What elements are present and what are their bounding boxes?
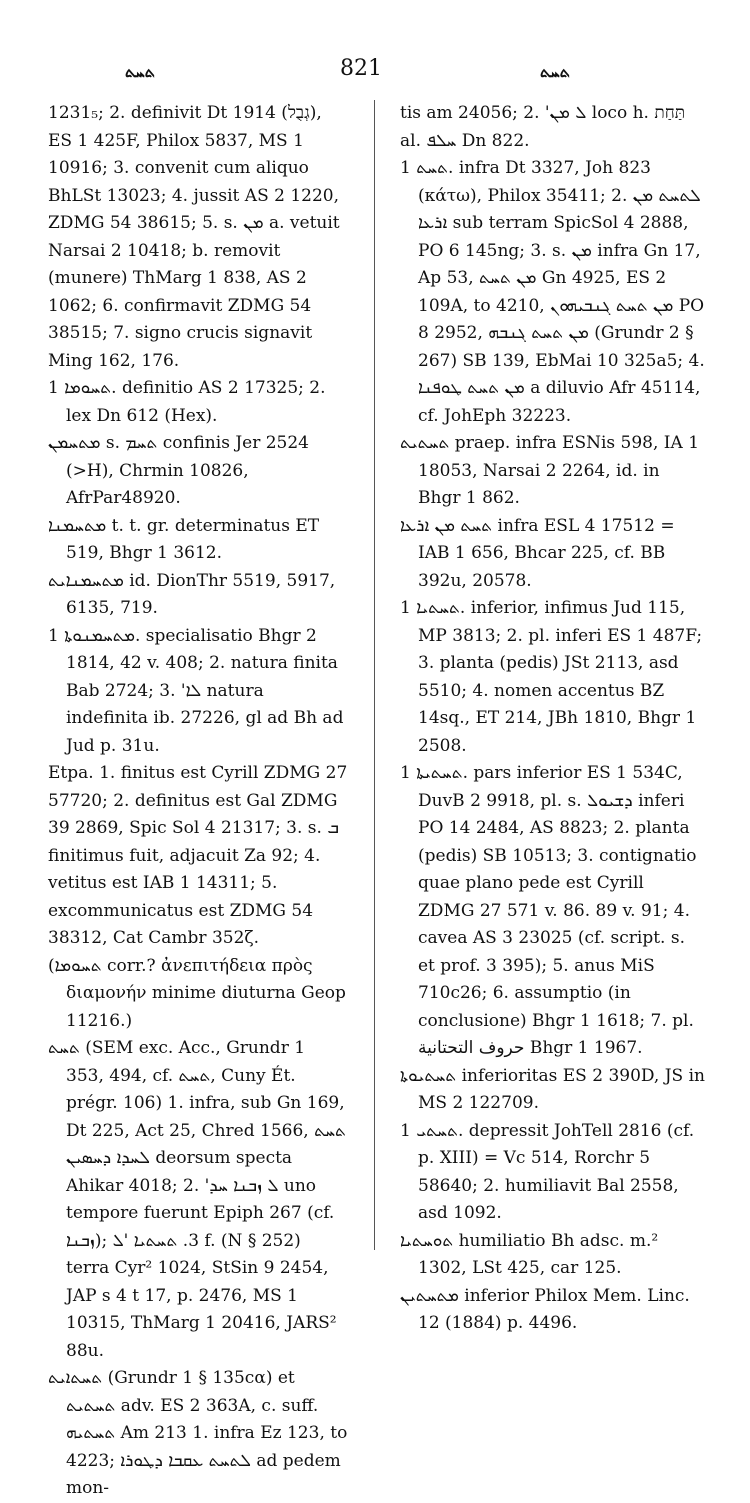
dictionary-entry: ܡܬܚܡܢܐܝܬ id. DionThr 5519, 5917, 6135, 719. [48, 570, 336, 618]
left-column [48, 100, 348, 1503]
dictionary-entry: ܬܚܘܡܐ 1. definitio AS 2 17325; 2. lex Dn 612 (Hex). [48, 378, 326, 426]
dictionary-entry: ܬܚܬܝܬ praep. infra ESNis 598, IA 1 18053, Narsai 2 2264, id. in Bhgr 1 862. [400, 433, 700, 508]
dictionary-entry: (ܬܚܘܡܐ corr.? ἀνεπιτήδεια πρὸς διαμονήν minime diuturna Geop 11216.) [48, 955, 346, 1031]
dictionary-entry: ܡܬܚܡܢ s. ܬܚܡ confinis Jer 2524 (>H), Chrmin 10826, AfrPar48920. [48, 433, 309, 508]
left-running-headword: ܬܚܬ [125, 62, 155, 81]
dictionary-entry: Etpa. 1. finitus est Cyrill ZDMG 27 57720; 2. definitus est Gal ZDMG 39 2869, Spic Sol 4 21317; 3. s. ܒ finitimus fuit, adjacuit Za 92; 4. vetitus est IAB 1 14311; 5. excommunicatus est ZDMG 54 38312, Cat Cambr 352ζ. [48, 763, 348, 948]
dictionary-entry: ܬܚܬܝܐ 1. inferior, infimus Jud 115, MP 3813; 2. pl. inferi ES 1 487F; 3. planta (pedis) JSt 2113, asd 5510; 4. nomen accentus BZ 14sq., ET 214, JBh 1810, Bhgr 1 2508. [400, 598, 703, 756]
dictionary-entry: 1231₅; 2. definivit Dt 1914 (גְבֻל), ES 1 425F, Philox 5837, MS 1 10916; 3. convenit cum aliquo BhLSt 13023; 4. jussit AS 2 1220, ZDMG 54 38615; 5. s. ܡܢ a. vetuit Narsai 2 10418; b. removit (munere) ThMarg 1 838, AS 2 1062; 6. confirmavit ZDMG 54 38515; 7. signo crucis signavit Ming 162, 176. [48, 103, 340, 371]
page-header [0, 56, 750, 92]
page-number: 821 [340, 56, 382, 81]
dictionary-entry: ܬܚܬ 1. infra Dt 3327, Joh 823 (κάτω), Philox 35411; 2. ܠܬܚܬ ܡܢ ܐܪܥܐ sub terram SpicSol 4 2888, PO 6 145ng; 3. s. ܡܢ infra Gn 17, Ap 53, ܡܢ ܬܚܬ Gn 4925, ES 2 109A, to 4210, ܡܢ ܬܚܬ ܓܢܒܝܗܘܢ PO 8 2952, ܡܢ ܬܚܬ ܓܢܒܗ (Grundr 2 § 267) SB 139, EbMai 10 325a5; 4. ܡܢ ܬܚܬ ܛܘܦܢܐ a diluvio Afr 45114, cf. JohEph 32223. [400, 158, 705, 426]
dictionary-entry: ܡܬܚܡܢܐ t. t. gr. determinatus ET 519, Bhgr 1 3612. [48, 515, 320, 563]
dictionary-entry: ܬܚܬܐܝܬ (Grundr 1 § 135cα) et ܬܚܬܝܬ adv. ES 2 363A, c. suff. ܬܚܬܝܗ Am 213 1. infra Ez 123, to 4223; ܠܬܚܬ ܥܩܒܐ ܕܛܘܪܐ ad pedem mon- [48, 1368, 348, 1498]
dictionary-entry: tis am 24056; 2. 'ܠ ܡܢ loco h. תַּחַת al. ܚܠܦ Dn 822. [400, 103, 686, 151]
right-running-headword: ܬܚܬ [540, 62, 570, 81]
dictionary-entry: ܬܚܬ (SEM exc. Acc., Grundr 1 353, 494, cf. ܬܚܬ, Cuny Ét. prégr. 106) 1. infra, sub Gn 169, Dt 225, Act 25, Chred 1566, ܬܚܬ ܠܚܕܐ ܕܚܣܝܢ deorsum specta Ahikar 4018; 2. 'ܠ ܙܒܢܐ ܚܕ uno tempore fuerunt Epiph 267 (cf. ܙܒܢܐ); 3. ܬܚܬܝܐ 'ܠ f. (N § 252) terra Cyr² 1024, StSin 9 2454, JAP s 4 t 17, p. 2476, MS 1 10315, ThMarg 1 20416, JARS² 88u. [48, 1038, 346, 1361]
dictionary-entry: ܡܬܚܬܝܢ inferior Philox Mem. Linc. 12 (1884) p. 4496. [400, 1285, 690, 1333]
dictionary-entry: ܬܚܬ ܡܢ ܐܪܥܐ infra ESL 4 17512 = IAB 1 656, Bhcar 225, cf. BB 392u, 20578. [400, 515, 675, 591]
dictionary-entry: ܬܚܬܝ 1. depressit JohTell 2816 (cf. p. XIII) = Vc 514, Rorchr 5 58640; 2. humiliavit Bal 2558, asd 1092. [400, 1120, 695, 1223]
dictionary-entry: ܬܚܬܝܘܬܐ inferioritas ES 2 390D, JS in MS 2 122709. [400, 1065, 705, 1113]
dictionary-entry: ܡܬܚܡܢܘܬܐ 1. specialisatio Bhgr 2 1814, 42 v. 408; 2. natura finita Bab 2724; 3. 'ܠܐ natura indefinita ib. 27226, gl ad Bh ad Jud p. 31u. [48, 625, 344, 756]
right-column [400, 100, 705, 1338]
dictionary-entry: ܬܘܚܬܝܐ humiliatio Bh adsc. m.² 1302, LSt 425, car 125. [400, 1230, 659, 1278]
dictionary-entry: ܬܚܬܝܬܐ 1. pars inferior ES 1 534C, DuvB 2 9918, pl. s. ܕܫܝܘܠ inferi PO 14 2484, AS 8823; 2. planta (pedis) SB 10513; 3. contignatio quae plano pede est Cyrill ZDMG 27 571 v. 86. 89 v. 91; 4. cavea AS 3 23025 (cf. script. s. et prof. 3 395); 5. anus MiS 710c26; 6. assumptio (in conclusione) Bhgr 1 1618; 7. pl. حروف التحتانية Bhgr 1 1967. [400, 763, 697, 1058]
column-divider [374, 100, 375, 1250]
